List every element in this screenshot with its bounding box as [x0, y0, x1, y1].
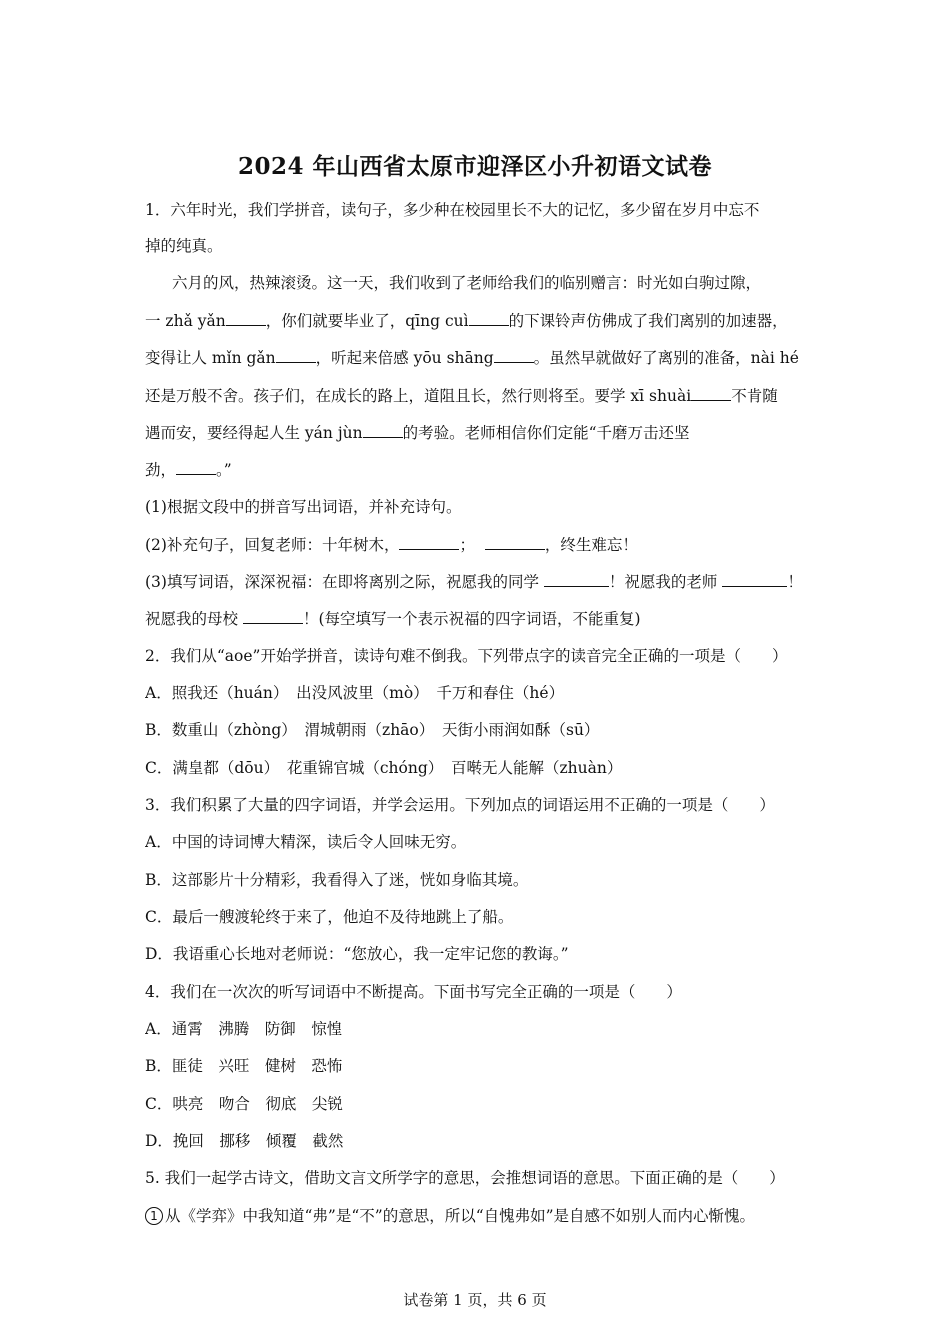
answer-blank[interactable]: [363, 421, 403, 438]
q1-passage-text: 遇而安，要经得起人生 yán jùn: [145, 424, 363, 442]
answer-blank[interactable]: [226, 309, 266, 326]
q1-passage-line3: [145, 346, 810, 368]
q1-sub2-text: ；: [459, 536, 475, 554]
q1-passage-text: 不肯随: [731, 387, 778, 405]
answer-blank[interactable]: [399, 533, 459, 550]
q4-option-c[interactable]: C．哄亮 吻合 彻底 尖锐: [145, 1095, 343, 1113]
q1-passage-text: ，你们就要毕业了，qīng cuì: [265, 312, 469, 330]
q2-option-c[interactable]: C．满皇都（dōu） 花重锦官城（chóng） 百啭无人能解（zhuàn）: [145, 759, 623, 777]
q4-option-a[interactable]: A．通霄 沸腾 防御 惊惶: [145, 1020, 343, 1038]
q1-sub1: (1)根据文段中的拼音写出词语，并补充诗句。: [145, 498, 462, 516]
q1-sub3-text: ！: [787, 573, 803, 591]
q2-option-b[interactable]: B．数重山（zhòng） 渭城朝雨（zhāo） 天街小雨润如酥（sū）: [145, 721, 600, 739]
q1-passage-text: ，听起来倍感 yōu shāng: [315, 349, 494, 367]
answer-blank[interactable]: [691, 384, 731, 401]
q1-passage-line4: [145, 384, 810, 406]
q1-passage-line2: [145, 309, 810, 331]
q1-sub3-text: ！祝愿我的老师: [608, 573, 718, 591]
q3-stem: 3．我们积累了大量的四字词语，并学会运用。下列加点的词语运用不正确的一项是（ ）: [145, 796, 775, 814]
q3-option-c[interactable]: C．最后一艘渡轮终于来了，他迫不及待地跳上了船。: [145, 908, 514, 926]
q1-passage-text: 还是万般不舍。孩子们，在成长的路上，道阻且长，然行则将至。要学 xī shuài: [145, 387, 692, 405]
q1-sub2-text: ，终生难忘！: [544, 536, 638, 554]
answer-blank[interactable]: [176, 458, 216, 475]
q4-option-b[interactable]: B．匪徒 兴旺 健树 恐怖: [145, 1057, 343, 1075]
q1-passage-text: 一 zhǎ yǎn: [145, 312, 226, 330]
answer-blank[interactable]: [276, 346, 316, 363]
q1-passage-line6: [145, 458, 810, 480]
q1-sub2: [145, 533, 810, 555]
q1-sub3-line2: [145, 607, 810, 629]
q1-sub3-text: 祝愿我的母校: [145, 610, 239, 628]
q1-sub2-text: (2)补充句子，回复老师：十年树木，: [145, 536, 400, 554]
q3-option-d[interactable]: D．我语重心长地对老师说：“您放心，我一定牢记您的教诲。”: [145, 945, 569, 963]
q4-option-d[interactable]: D．挽回 挪移 倾覆 截然: [145, 1132, 344, 1150]
q2-option-a[interactable]: A．照我还（huán） 出没风波里（mò） 千万和春住（hé）: [145, 684, 565, 702]
q2-stem: 2．我们从“aoe”开始学拼音，读诗句难不倒我。下列带点字的读音完全正确的一项是（ ）: [145, 647, 788, 665]
q1-passage-text: 的考验。老师相信你们定能“千磨万击还坚: [402, 424, 690, 442]
q1-passage-text: 的下课铃声仿佛成了我们离别的加速器，: [508, 312, 788, 330]
q1-passage-line5: [145, 421, 810, 443]
page-footer: 试卷第 1 页，共 6 页: [403, 1291, 547, 1309]
page-title: 2024 年山西省太原市迎泽区小升初语文试卷: [237, 153, 713, 180]
answer-blank[interactable]: [494, 346, 534, 363]
q1-sub3-text: ！(每空填写一个表示祝福的四字词语，不能重复): [302, 610, 641, 628]
q5-item-1: [145, 1205, 810, 1227]
q1-sub3-line1: [145, 570, 810, 592]
q1-passage-text: 劲，: [145, 461, 177, 479]
answer-blank[interactable]: [243, 607, 303, 624]
q5-stem: 5. 我们一起学古诗文，借助文言文所学字的意思，会推想词语的意思。下面正确的是（ ）: [145, 1169, 785, 1187]
q3-option-a[interactable]: A．中国的诗词博大精深，读后令人回味无穷。: [145, 833, 467, 851]
q1-sub3-text: (3)填写词语，深深祝福：在即将离别之际，祝愿我的同学: [145, 573, 539, 591]
q1-stem-line1: 1．六年时光，我们学拼音，读句子，多少种在校园里长不大的记忆，多少留在岁月中忘不: [145, 201, 760, 219]
q4-stem: 4．我们在一次次的听写词语中不断提高。下面书写完全正确的一项是（ ）: [145, 983, 682, 1001]
answer-blank[interactable]: [469, 309, 509, 326]
q1-stem-line2: 掉的纯真。: [145, 237, 223, 255]
q1-passage-text: 变得让人 mǐn gǎn: [145, 349, 276, 367]
answer-blank[interactable]: [485, 533, 545, 550]
q1-passage-text: 。虽然早就做好了离别的准备，nài hé: [533, 349, 799, 367]
q1-passage-text: 。”: [216, 461, 232, 479]
q5-item-1-text: 从《学弈》中我知道“弗”是“不”的意思，所以“自愧弗如”是自感不如别人而内心惭愧。: [165, 1207, 756, 1225]
q3-option-b[interactable]: B．这部影片十分精彩，我看得入了迷，恍如身临其境。: [145, 871, 529, 889]
q1-passage-line1: 六月的风，热辣滚烫。这一天，我们收到了老师给我们的临别赠言：时光如白驹过隙，: [172, 274, 762, 292]
answer-blank[interactable]: [544, 570, 609, 587]
answer-blank[interactable]: [722, 570, 787, 587]
circled-number-1: 1: [145, 1207, 163, 1225]
